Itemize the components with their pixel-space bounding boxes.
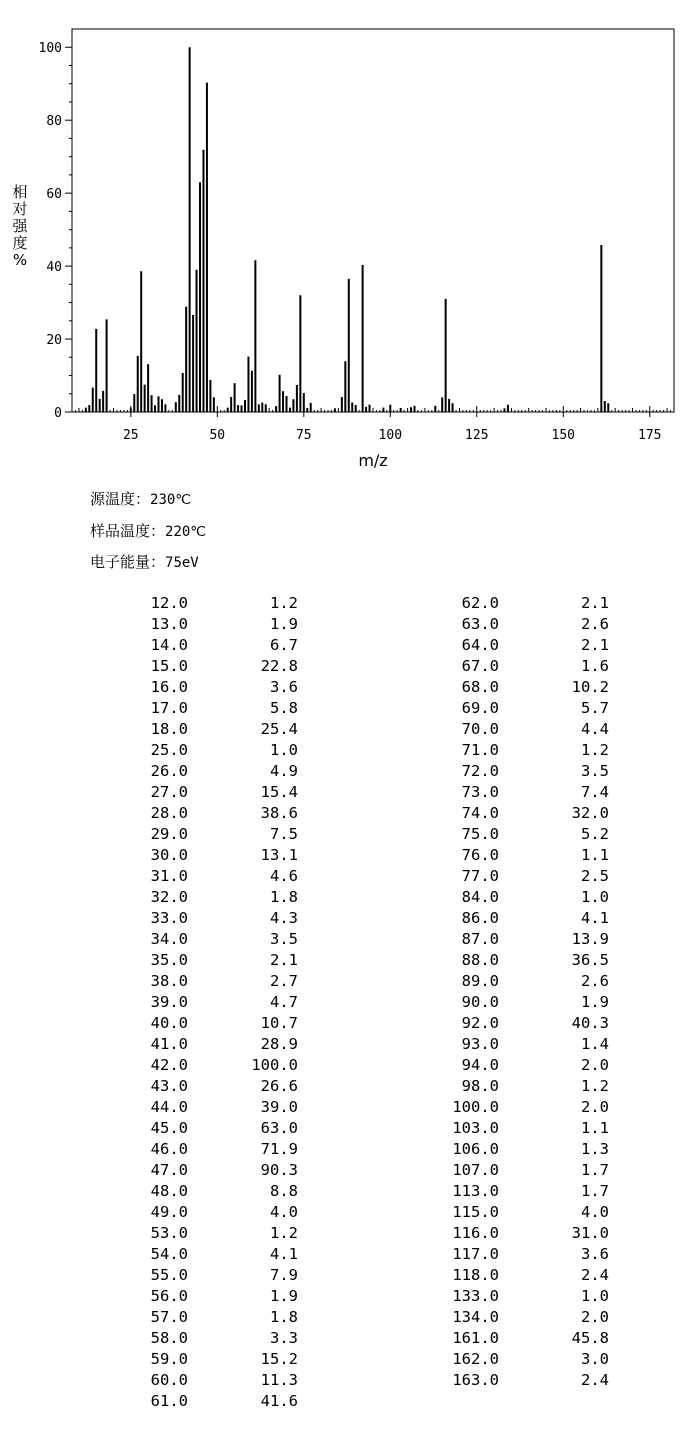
mz-cell: 12.0 — [150, 594, 188, 612]
table-row — [437, 656, 609, 677]
intensity-cell: 13.9 — [571, 930, 609, 948]
x-tick-label: 125 — [465, 428, 489, 443]
table-row — [126, 656, 298, 677]
intensity-cell: 41.6 — [260, 1392, 298, 1410]
mz-cell: 14.0 — [150, 636, 188, 654]
intensity-cell: 31.0 — [571, 1224, 609, 1242]
intensity-cell: 1.8 — [270, 888, 298, 906]
table-row — [437, 887, 609, 908]
mz-cell: 162.0 — [452, 1350, 499, 1368]
table-row — [126, 1370, 298, 1391]
y-axis-label-char: 度 — [12, 234, 28, 252]
table-row — [437, 1055, 609, 1076]
mz-cell: 161.0 — [452, 1329, 499, 1347]
intensity-cell: 39.0 — [260, 1098, 298, 1116]
intensity-cell: 1.1 — [581, 846, 609, 864]
mz-cell: 163.0 — [452, 1371, 499, 1389]
table-row — [126, 1307, 298, 1328]
intensity-cell: 36.5 — [571, 951, 609, 969]
mz-cell: 25.0 — [150, 741, 188, 759]
intensity-cell: 2.1 — [581, 594, 609, 612]
table-row — [126, 1223, 298, 1244]
intensity-cell: 3.0 — [581, 1350, 609, 1368]
table-row — [126, 782, 298, 803]
mz-cell: 134.0 — [452, 1308, 499, 1326]
table-row — [437, 1097, 609, 1118]
mz-cell: 106.0 — [452, 1140, 499, 1158]
mz-cell: 116.0 — [452, 1224, 499, 1242]
mz-cell: 15.0 — [150, 657, 188, 675]
source-temperature-label: 源温度： — [90, 490, 151, 508]
table-row — [126, 1139, 298, 1160]
mz-cell: 100.0 — [452, 1098, 499, 1116]
x-tick-label: 175 — [638, 428, 662, 443]
table-row — [437, 1265, 609, 1286]
table-row — [126, 1265, 298, 1286]
intensity-cell: 7.5 — [270, 825, 298, 843]
mz-cell: 56.0 — [150, 1287, 188, 1305]
table-row — [126, 1349, 298, 1370]
mz-cell: 67.0 — [461, 657, 499, 675]
peak-table-left — [126, 593, 298, 1412]
electron-energy-value: 75eV — [165, 555, 199, 571]
mz-cell: 63.0 — [461, 615, 499, 633]
x-axis-label: m/z — [358, 451, 388, 470]
mz-cell: 115.0 — [452, 1203, 499, 1221]
intensity-cell: 2.6 — [581, 615, 609, 633]
intensity-cell: 4.6 — [270, 867, 298, 885]
intensity-cell: 4.7 — [270, 993, 298, 1011]
y-tick-label: 100 — [38, 41, 62, 57]
sample-temperature-value: 220℃ — [165, 524, 207, 540]
table-row — [126, 614, 298, 635]
intensity-cell: 26.6 — [260, 1077, 298, 1095]
table-row — [437, 614, 609, 635]
y-tick-label: 20 — [46, 333, 62, 349]
table-row — [437, 719, 609, 740]
intensity-cell: 45.8 — [571, 1329, 609, 1347]
intensity-cell: 4.1 — [581, 909, 609, 927]
intensity-cell: 5.7 — [581, 699, 609, 717]
table-row — [437, 1328, 609, 1349]
mz-cell: 41.0 — [150, 1035, 188, 1053]
table-row — [126, 1055, 298, 1076]
table-row — [126, 1076, 298, 1097]
table-row — [437, 1013, 609, 1034]
table-row — [437, 866, 609, 887]
mz-cell: 39.0 — [150, 993, 188, 1011]
intensity-cell: 2.4 — [581, 1266, 609, 1284]
table-row — [126, 1034, 298, 1055]
intensity-cell: 4.0 — [270, 1203, 298, 1221]
y-axis-label-char: 对 — [12, 200, 28, 218]
intensity-cell: 90.3 — [260, 1161, 298, 1179]
table-row — [126, 950, 298, 971]
y-axis-label-char: 相 — [12, 183, 28, 201]
electron-energy — [90, 551, 199, 572]
mz-cell: 117.0 — [452, 1245, 499, 1263]
table-row — [126, 1202, 298, 1223]
intensity-cell: 11.3 — [260, 1371, 298, 1389]
intensity-cell: 1.2 — [581, 1077, 609, 1095]
intensity-cell: 25.4 — [260, 720, 298, 738]
mz-cell: 44.0 — [150, 1098, 188, 1116]
x-tick-label: 50 — [209, 428, 226, 443]
table-row — [126, 1286, 298, 1307]
table-row — [437, 845, 609, 866]
table-row — [437, 950, 609, 971]
intensity-cell: 63.0 — [260, 1119, 298, 1137]
mz-cell: 33.0 — [150, 909, 188, 927]
intensity-cell: 1.2 — [270, 594, 298, 612]
table-row — [126, 740, 298, 761]
intensity-cell: 5.2 — [581, 825, 609, 843]
intensity-cell: 10.2 — [571, 678, 609, 696]
intensity-cell: 1.2 — [270, 1224, 298, 1242]
mz-cell: 107.0 — [452, 1161, 499, 1179]
table-row — [126, 908, 298, 929]
intensity-cell: 3.6 — [581, 1245, 609, 1263]
mz-cell: 113.0 — [452, 1182, 499, 1200]
intensity-cell: 1.0 — [581, 1287, 609, 1305]
intensity-cell: 28.9 — [260, 1035, 298, 1053]
intensity-cell: 4.0 — [581, 1203, 609, 1221]
x-tick-label: 150 — [551, 428, 576, 443]
mz-cell: 26.0 — [150, 762, 188, 780]
intensity-cell: 2.0 — [581, 1056, 609, 1074]
table-row — [437, 992, 609, 1013]
table-row — [437, 677, 609, 698]
mz-cell: 46.0 — [150, 1140, 188, 1158]
mz-cell: 17.0 — [150, 699, 188, 717]
electron-energy-label: 电子能量： — [90, 553, 166, 571]
intensity-cell: 1.7 — [581, 1182, 609, 1200]
source-temperature-value: 230℃ — [150, 492, 192, 508]
intensity-cell: 8.8 — [270, 1182, 298, 1200]
table-row — [437, 782, 609, 803]
y-axis-label — [10, 184, 30, 269]
intensity-cell: 2.6 — [581, 972, 609, 990]
table-row — [437, 1370, 609, 1391]
table-row — [437, 1223, 609, 1244]
y-axis-label-char: 强 — [12, 217, 28, 235]
table-row — [126, 1181, 298, 1202]
mz-cell: 18.0 — [150, 720, 188, 738]
table-row — [126, 866, 298, 887]
mz-cell: 60.0 — [150, 1371, 188, 1389]
intensity-cell: 1.3 — [581, 1140, 609, 1158]
mz-cell: 48.0 — [150, 1182, 188, 1200]
mz-cell: 92.0 — [461, 1014, 499, 1032]
intensity-cell: 4.4 — [581, 720, 609, 738]
mz-cell: 98.0 — [461, 1077, 499, 1095]
peak-bars — [86, 47, 608, 412]
table-row — [437, 908, 609, 929]
mz-cell: 76.0 — [461, 846, 499, 864]
mz-cell: 53.0 — [150, 1224, 188, 1242]
sample-temperature — [90, 520, 206, 541]
y-tick-label: 80 — [46, 114, 62, 130]
table-row — [437, 761, 609, 782]
intensity-cell: 15.4 — [260, 783, 298, 801]
table-row — [126, 1118, 298, 1139]
mz-cell: 38.0 — [150, 972, 188, 990]
table-row — [126, 1013, 298, 1034]
tick-labels — [39, 41, 662, 443]
mz-cell: 27.0 — [150, 783, 188, 801]
table-row — [437, 1349, 609, 1370]
mz-cell: 35.0 — [150, 951, 188, 969]
x-tick-label: 25 — [122, 428, 139, 443]
mz-cell: 28.0 — [150, 804, 188, 822]
table-row — [126, 1391, 298, 1412]
y-tick-label: 60 — [46, 187, 62, 203]
table-row — [437, 1034, 609, 1055]
mz-cell: 55.0 — [150, 1266, 188, 1284]
intensity-cell: 1.6 — [581, 657, 609, 675]
mass-spectrum-chart — [0, 0, 696, 480]
mz-cell: 70.0 — [461, 720, 499, 738]
intensity-cell: 10.7 — [260, 1014, 298, 1032]
intensity-cell: 1.2 — [581, 741, 609, 759]
table-row — [437, 1139, 609, 1160]
table-row — [126, 698, 298, 719]
mz-cell: 34.0 — [150, 930, 188, 948]
mz-cell: 62.0 — [461, 594, 499, 612]
mz-cell: 54.0 — [150, 1245, 188, 1263]
mz-cell: 77.0 — [461, 867, 499, 885]
table-row — [437, 1202, 609, 1223]
intensity-cell: 22.8 — [260, 657, 298, 675]
mz-cell: 75.0 — [461, 825, 499, 843]
table-row — [126, 992, 298, 1013]
table-row — [126, 1244, 298, 1265]
table-row — [126, 845, 298, 866]
mz-cell: 68.0 — [461, 678, 499, 696]
table-row — [437, 698, 609, 719]
mz-cell: 29.0 — [150, 825, 188, 843]
table-row — [437, 1118, 609, 1139]
table-row — [437, 929, 609, 950]
intensity-cell: 2.1 — [270, 951, 298, 969]
axis-ticks — [65, 47, 674, 417]
table-row — [126, 761, 298, 782]
intensity-cell: 3.5 — [270, 930, 298, 948]
intensity-cell: 3.3 — [270, 1329, 298, 1347]
table-row — [437, 971, 609, 992]
mz-cell: 16.0 — [150, 678, 188, 696]
mz-cell: 87.0 — [461, 930, 499, 948]
intensity-cell: 7.9 — [270, 1266, 298, 1284]
table-row — [126, 1160, 298, 1181]
intensity-cell: 4.9 — [270, 762, 298, 780]
mz-cell: 61.0 — [150, 1392, 188, 1410]
table-row — [437, 1307, 609, 1328]
intensity-cell: 40.3 — [571, 1014, 609, 1032]
intensity-cell: 2.5 — [581, 867, 609, 885]
y-tick-label: 0 — [54, 406, 62, 421]
table-row — [126, 677, 298, 698]
mz-cell: 69.0 — [461, 699, 499, 717]
intensity-cell: 13.1 — [260, 846, 298, 864]
mz-cell: 118.0 — [452, 1266, 499, 1284]
intensity-cell: 3.5 — [581, 762, 609, 780]
intensity-cell: 2.7 — [270, 972, 298, 990]
mz-cell: 13.0 — [150, 615, 188, 633]
intensity-cell: 2.1 — [581, 636, 609, 654]
intensity-cell: 2.4 — [581, 1371, 609, 1389]
intensity-cell: 6.7 — [270, 636, 298, 654]
y-tick-label: 40 — [46, 260, 62, 276]
table-row — [437, 593, 609, 614]
mz-cell: 74.0 — [461, 804, 499, 822]
intensity-cell: 2.0 — [581, 1098, 609, 1116]
mz-cell: 49.0 — [150, 1203, 188, 1221]
table-row — [437, 1244, 609, 1265]
table-row — [437, 803, 609, 824]
mz-cell: 47.0 — [150, 1161, 188, 1179]
mz-cell: 93.0 — [461, 1035, 499, 1053]
source-temperature — [90, 488, 191, 509]
intensity-cell: 4.1 — [270, 1245, 298, 1263]
intensity-cell: 7.4 — [581, 783, 609, 801]
intensity-cell: 4.3 — [270, 909, 298, 927]
intensity-cell: 32.0 — [571, 804, 609, 822]
intensity-cell: 1.9 — [270, 1287, 298, 1305]
mz-cell: 133.0 — [452, 1287, 499, 1305]
mz-cell: 30.0 — [150, 846, 188, 864]
table-row — [126, 1328, 298, 1349]
mz-cell: 59.0 — [150, 1350, 188, 1368]
mz-cell: 88.0 — [461, 951, 499, 969]
mz-cell: 43.0 — [150, 1077, 188, 1095]
sample-temperature-label: 样品温度： — [90, 522, 166, 540]
mz-cell: 72.0 — [461, 762, 499, 780]
intensity-cell: 1.0 — [581, 888, 609, 906]
table-row — [126, 824, 298, 845]
peak-table-right — [437, 593, 609, 1391]
mz-cell: 57.0 — [150, 1308, 188, 1326]
intensity-cell: 1.0 — [270, 741, 298, 759]
mz-cell: 86.0 — [461, 909, 499, 927]
table-row — [437, 635, 609, 656]
mz-cell: 73.0 — [461, 783, 499, 801]
intensity-cell: 1.7 — [581, 1161, 609, 1179]
mz-cell: 94.0 — [461, 1056, 499, 1074]
table-row — [126, 635, 298, 656]
intensity-cell: 1.8 — [270, 1308, 298, 1326]
table-row — [437, 1076, 609, 1097]
table-row — [437, 824, 609, 845]
table-row — [126, 593, 298, 614]
mz-cell: 64.0 — [461, 636, 499, 654]
table-row — [126, 971, 298, 992]
intensity-cell: 1.9 — [581, 993, 609, 1011]
y-axis-label-char: % — [12, 251, 28, 269]
table-row — [126, 929, 298, 950]
table-row — [437, 1160, 609, 1181]
mz-cell: 90.0 — [461, 993, 499, 1011]
table-row — [126, 1097, 298, 1118]
table-row — [126, 719, 298, 740]
mz-cell: 103.0 — [452, 1119, 499, 1137]
table-row — [126, 887, 298, 908]
mz-cell: 42.0 — [150, 1056, 188, 1074]
intensity-cell: 1.9 — [270, 615, 298, 633]
intensity-cell: 2.0 — [581, 1308, 609, 1326]
intensity-cell: 38.6 — [260, 804, 298, 822]
intensity-cell: 1.4 — [581, 1035, 609, 1053]
plot-frame — [72, 29, 674, 412]
intensity-cell: 1.1 — [581, 1119, 609, 1137]
mz-cell: 71.0 — [461, 741, 499, 759]
mz-cell: 32.0 — [150, 888, 188, 906]
intensity-cell: 3.6 — [270, 678, 298, 696]
mz-cell: 58.0 — [150, 1329, 188, 1347]
mz-cell: 89.0 — [461, 972, 499, 990]
table-row — [126, 803, 298, 824]
table-row — [437, 1181, 609, 1202]
mz-cell: 45.0 — [150, 1119, 188, 1137]
table-row — [437, 740, 609, 761]
intensity-cell: 5.8 — [270, 699, 298, 717]
mz-cell: 84.0 — [461, 888, 499, 906]
x-tick-label: 75 — [295, 428, 312, 443]
intensity-cell: 15.2 — [260, 1350, 298, 1368]
intensity-cell: 100.0 — [251, 1056, 298, 1074]
mz-cell: 31.0 — [150, 867, 188, 885]
intensity-cell: 71.9 — [260, 1140, 298, 1158]
table-row — [437, 1286, 609, 1307]
mz-cell: 40.0 — [150, 1014, 188, 1032]
x-tick-label: 100 — [378, 428, 403, 443]
